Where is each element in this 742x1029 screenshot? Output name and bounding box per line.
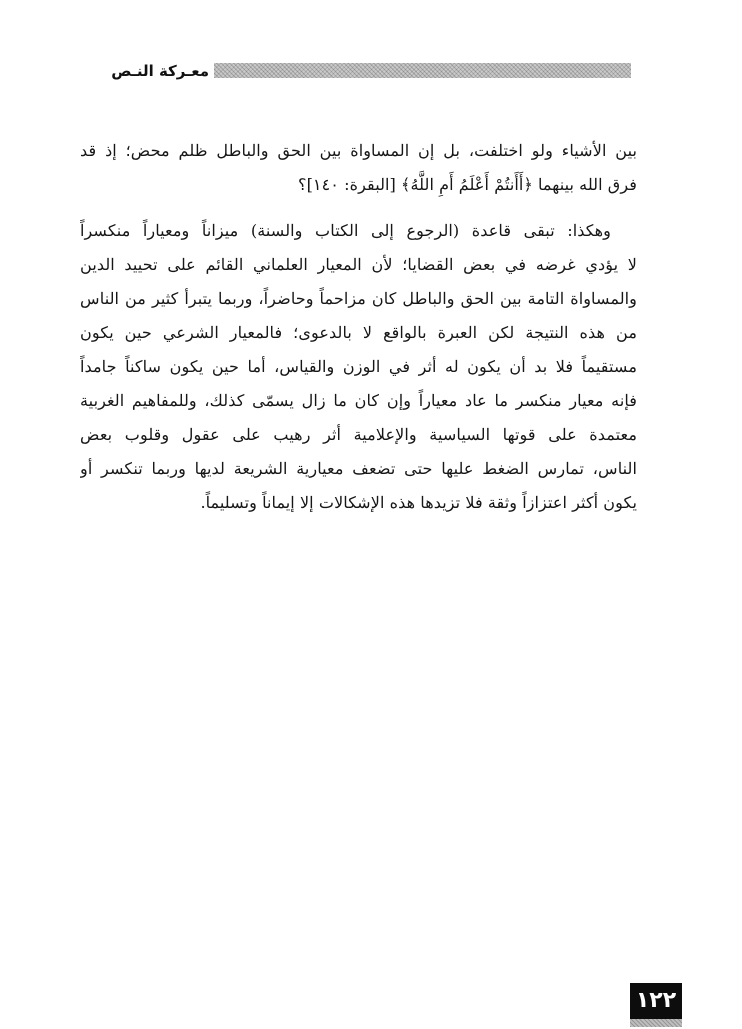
text-line: وهكذا: تبقى قاعدة (الرجوع إلى الكتاب والسنة) ميزاناً ومعياراً منكسراً [80, 221, 611, 240]
running-header [81, 60, 631, 82]
page-number-decoration [630, 1019, 682, 1027]
text-line: معتمدة على قوتها السياسية والإعلامية أثر رهيب على عقول وقلوب بعض [80, 425, 637, 444]
header-title: معـركة النـص [111, 62, 209, 80]
text-line: فإنه معيار منكسر ما عاد معياراً وإن كان ما زال يسمّى كذلك، وللمفاهيم الغربية [80, 391, 637, 410]
text-line: يكون أكثر اعتزازاً وثقة فلا تزيدها هذه الإشكالات إلا إيماناً وتسليماً. [200, 493, 637, 512]
text-line: لا يؤدي غرضه في بعض القضايا؛ لأن المعيار العلماني القائم على تحييد الدين [80, 255, 637, 274]
paragraph [80, 214, 637, 520]
body-text [80, 134, 637, 520]
text-line: من هذه النتيجة لكن العبرة بالواقع لا بالدعوى؛ فالمعيار الشرعي حين يكون [80, 323, 637, 342]
text-line: مستقيماً فلا بد أن يكون له أثر في الوزن والقياس، أما حين يكون ساكناً جامداً [80, 357, 637, 376]
header-decorative-band [214, 63, 631, 78]
paragraph [80, 134, 637, 202]
text-line: بين الأشياء ولو اختلفت، بل إن المساواة بين الحق والباطل ظلم محض؛ إذ قد [80, 141, 637, 160]
text-line: فرق الله بينهما ﴿أَأَنتُمْ أَعْلَمُ أَمِ اللَّهُ﴾ [البقرة: ١٤٠]؟ [298, 175, 637, 194]
page-number: ١٢٢ [630, 983, 682, 1019]
text-line: والمساواة التامة بين الحق والباطل كان مزاحماً وحاضراً، وربما يتبرأ كثير من الناس [80, 289, 637, 308]
text-line: الناس، تمارس الضغط عليها حتى تضعف معيارية الشريعة لديها وربما تنكسر أو [80, 459, 637, 478]
